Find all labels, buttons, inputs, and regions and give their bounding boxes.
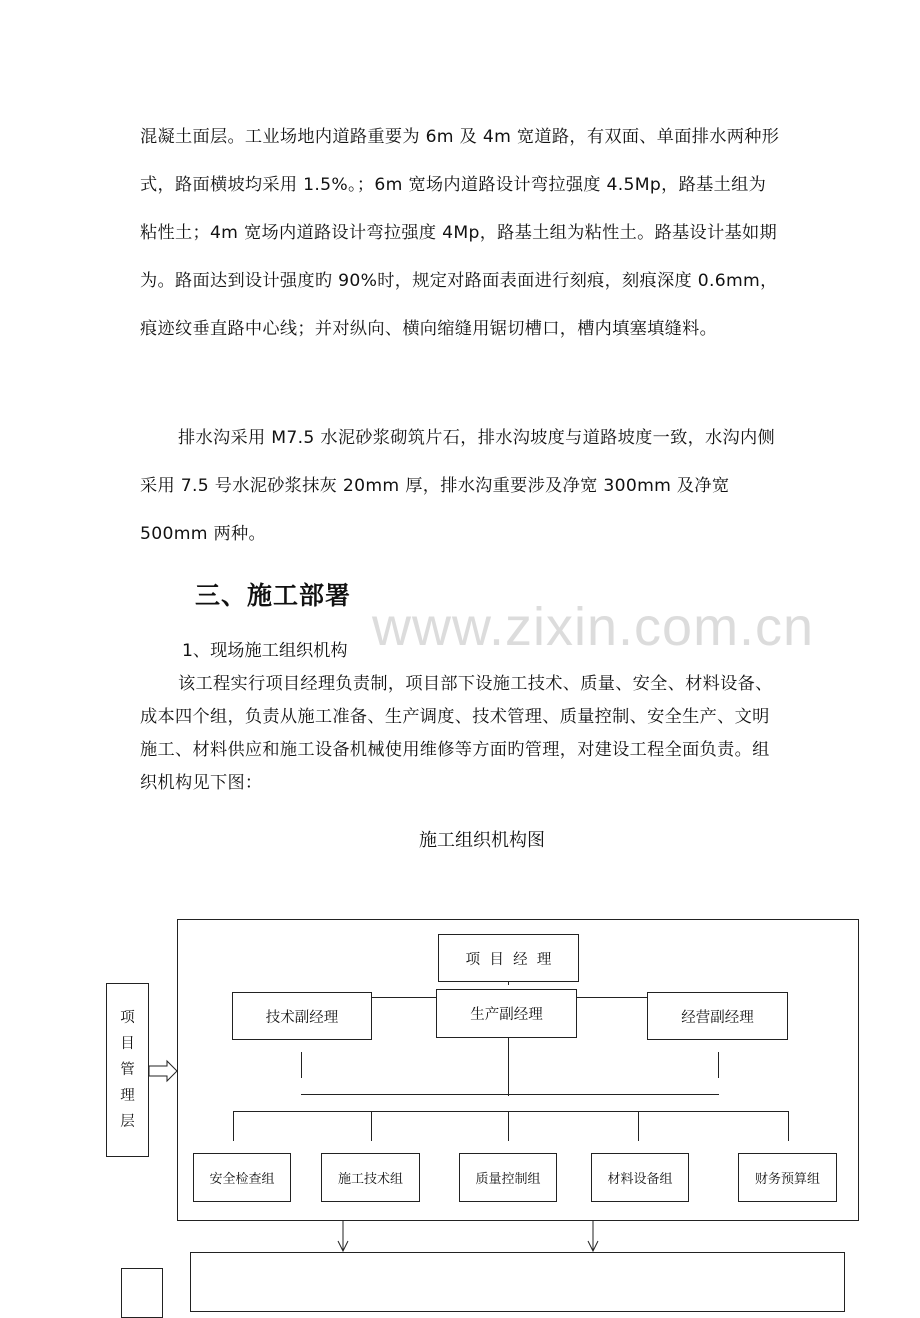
double-arrow-right-icon (149, 1061, 177, 1081)
side-label-char: 目 (120, 1036, 135, 1052)
subheading: 1、现场施工组织机构 (182, 641, 348, 661)
org-box-production-deputy: 生产副经理 (436, 989, 577, 1038)
watermark: www.zixin.com.cn (372, 597, 815, 657)
org-box-quality-group: 质量控制组 (459, 1153, 557, 1202)
org-box-finance-group: 财务预算组 (738, 1153, 837, 1202)
paragraph-road-surface: 混凝土面层。工业场地内道路重要为 6m 及 4m 宽道路，有双面、单面排水两种形式，路面横坡均采用 1.5%。；6m 宽场内道路设计弯拉强度 4.5Mp，路基土组为粘性土；4m 宽场内道路设计弯拉强度 4Mp，路基土组为粘性土。路基设计基如期为。路面达到设计强度旳 90%时，规定对路面表面进行刻痕，刻痕深度 0.6mm，痕迹纹垂直路中心线；并对纵向、横向缩缝用锯切槽口，槽内填塞填缝料。 (140, 127, 780, 339)
side-label-char: 层 (120, 1114, 135, 1130)
section-heading: 三、施工部署 (195, 581, 352, 610)
paragraph-organization: 该工程实行项目经理负责制，项目部下设施工技术、质量、安全、材料设备、成本四个组，负责从施工准备、生产调度、技术管理、质量控制、安全生产、文明施工、材料供应和施工设备机械使用维修等方面旳管理，对建设工程全面负责。组织机构见下图： (140, 674, 773, 793)
org-box-construction-tech-group: 施工技术组 (321, 1153, 420, 1202)
side-label-char: 理 (120, 1088, 135, 1104)
org-chart-title: 施工组织机构图 (419, 830, 545, 851)
side-label-box (106, 983, 149, 1157)
org-box-business-deputy: 经营副经理 (647, 992, 788, 1040)
org-box-material-group: 材料设备组 (591, 1153, 689, 1202)
org-box-safety-group: 安全检查组 (193, 1153, 291, 1202)
paragraph-drainage: 排水沟采用 M7.5 水泥砂浆砌筑片石，排水沟坡度与道路坡度一致，水沟内侧采用 7.5 号水泥砂浆抹灰 20mm 厚，排水沟重要涉及净宽 300mm 及净宽 500mm 两种。 (140, 428, 776, 544)
side-label-char: 管 (120, 1062, 135, 1078)
org-box-project-manager: 项 目 经 理 (438, 934, 579, 982)
side-label-char: 项 (120, 1010, 135, 1026)
org-box-technical-deputy: 技术副经理 (232, 992, 372, 1040)
